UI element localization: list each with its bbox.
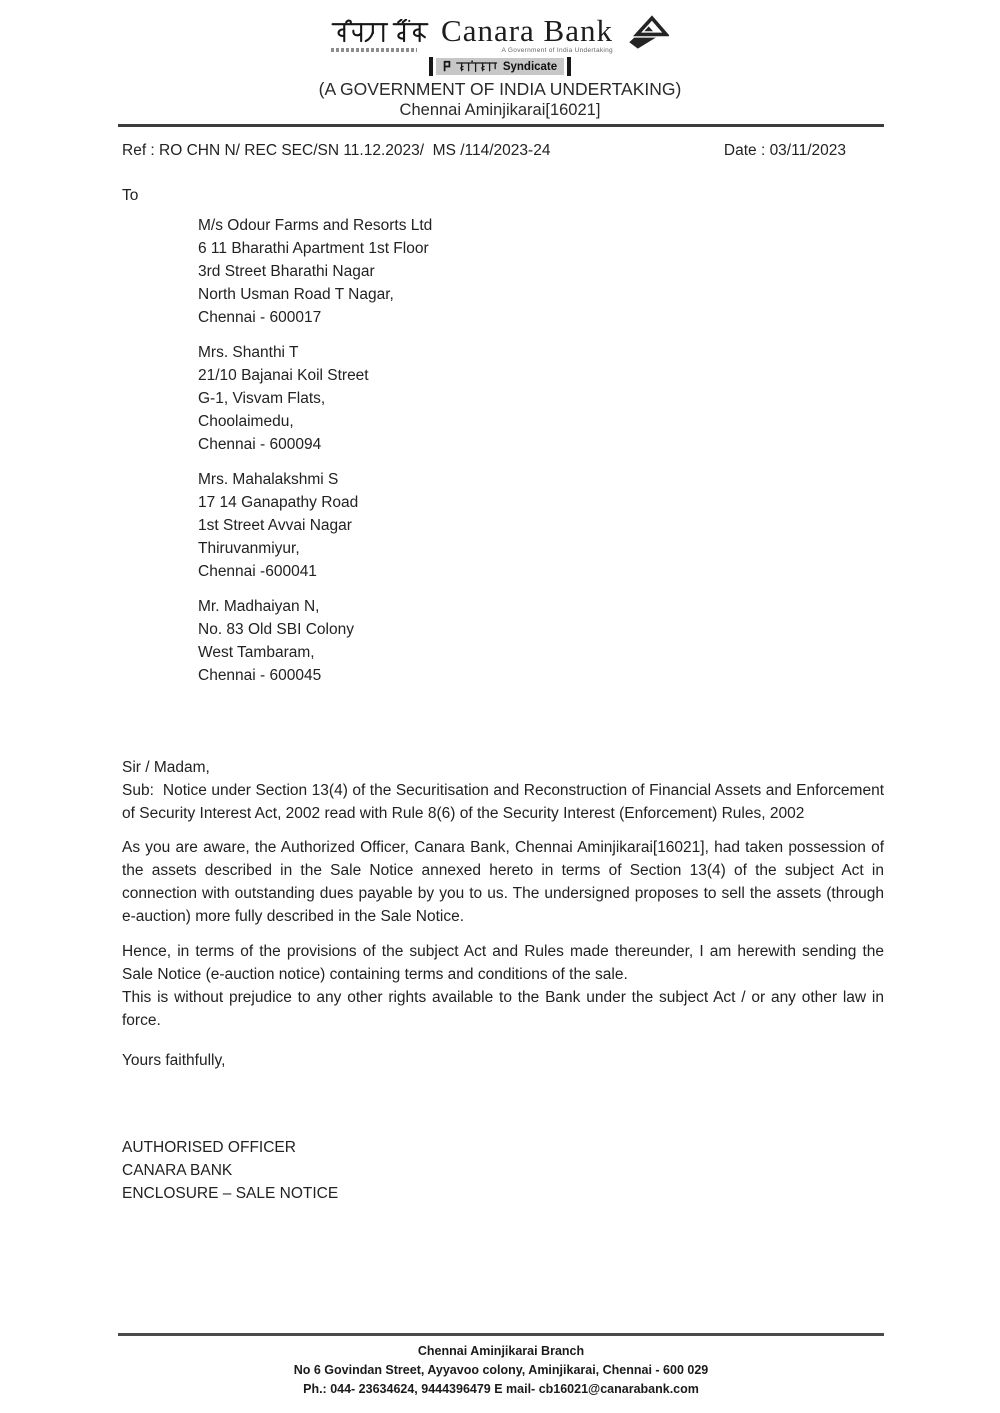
footer-branch-address: No 6 Govindan Street, Ayyavoo colony, Aminjikarai, Chennai - 600 029 — [293, 1363, 709, 1377]
bank-name: Canara Bank — [441, 13, 613, 48]
bank-tagline: A Government of India Undertaking — [501, 47, 613, 54]
address-line: Mrs. Mahalakshmi S — [198, 471, 339, 488]
syndicate-label-box — [436, 58, 564, 75]
signature-line: AUTHORISED OFFICER — [122, 1139, 296, 1156]
address-line: M/s Odour Farms and Resorts Ltd — [198, 217, 433, 234]
to-label: To — [122, 187, 139, 204]
recipient-address-4 — [122, 595, 884, 687]
recipient-address-1 — [122, 214, 884, 329]
syndicate-glyph-icon — [443, 60, 451, 73]
syndicate-right-bar-icon — [567, 57, 571, 76]
address-line: 3rd Street Bharathi Nagar — [198, 263, 375, 280]
hindi-name-icon — [331, 19, 429, 45]
branch-footer — [118, 1333, 884, 1399]
hindi-tagline-microtext — [331, 48, 417, 52]
signature-line: ENCLOSURE – SALE NOTICE — [122, 1185, 339, 1202]
address-line: Chennai -600041 — [198, 563, 317, 580]
subject-line: Sub: Notice under Section 13(4) of the Securitisation and Reconstruction of Financial Assets and Enforcement of Security Interest Act, 2002 read with Rule 8(6) of the Security Interest (Enforcement) Rules, 2002 — [122, 782, 889, 822]
address-line: Chennai - 600045 — [198, 667, 322, 684]
body-paragraph-1: As you are aware, the Authorized Officer, Canara Bank, Chennai Aminjikarai[16021], had taken possession of the assets described in the Sale Notice annexed hereto in terms of Section 13(4) of the subject Act in connection with outstanding dues payable by you to us. The undersigned proposes to sell the assets (through e-auction) more fully described in the Sale Notice. — [122, 839, 884, 925]
address-line: Mr. Madhaiyan N, — [198, 598, 320, 615]
address-line: Chennai - 600017 — [198, 309, 322, 326]
footer-branch-contact: Ph.: 044- 23634624, 9444396479 E mail- cb16021@canarabank.com — [303, 1382, 699, 1396]
syndicate-badge — [0, 57, 1000, 76]
government-undertaking-line: (A GOVERNMENT OF INDIA UNDERTAKING) — [318, 79, 682, 99]
recipient-address-3 — [122, 468, 884, 583]
footer-rule — [118, 1333, 884, 1336]
recipient-address-2 — [122, 341, 884, 456]
header-rule — [118, 124, 884, 127]
bank-logo-row — [0, 14, 1000, 56]
reference-row — [122, 139, 884, 162]
address-line: Thiruvanmiyur, — [198, 540, 300, 557]
closing-line: Yours faithfully, — [122, 1052, 226, 1069]
address-line: Chennai - 600094 — [198, 436, 322, 453]
syndicate-hindi-icon — [456, 60, 498, 73]
address-line: 21/10 Bajanai Koil Street — [198, 367, 369, 384]
signature-block — [122, 1136, 884, 1205]
reference-number: Ref : RO CHN N/ REC SEC/SN 11.12.2023/ MS /114/2023-24 — [122, 142, 551, 159]
address-line: Mrs. Shanthi T — [198, 344, 299, 361]
address-line: North Usman Road T Nagar, — [198, 286, 394, 303]
footer-branch-name: Chennai Aminjikarai Branch — [417, 1344, 585, 1358]
canara-bank-emblem-icon — [625, 15, 669, 51]
letter-body — [0, 139, 1000, 1205]
branch-name-line: Chennai Aminjikarai[16021] — [399, 101, 601, 119]
body-paragraph-3: This is without prejudice to any other rights available to the Bank under the subject Act / or any other law in force. — [122, 989, 884, 1029]
address-line: No. 83 Old SBI Colony — [198, 621, 354, 638]
syndicate-label: Syndicate — [502, 60, 558, 73]
letter-date: Date : 03/11/2023 — [723, 142, 846, 159]
address-line: G-1, Visvam Flats, — [198, 390, 326, 407]
address-line: 17 14 Ganapathy Road — [198, 494, 359, 511]
address-line: West Tambaram, — [198, 644, 315, 661]
address-line: 1st Street Avvai Nagar — [198, 517, 352, 534]
letterhead — [0, 0, 1000, 127]
salutation: Sir / Madam, — [122, 759, 210, 776]
syndicate-left-bar-icon — [429, 57, 433, 76]
canara-bank-hindi-logo — [331, 14, 429, 52]
canara-bank-english-logo — [441, 14, 613, 54]
address-line: Choolaimedu, — [198, 413, 294, 430]
body-paragraph-2: Hence, in terms of the provisions of the subject Act and Rules made thereunder, I am herewith sending the Sale Notice (e-auction notice) containing terms and conditions of the sale. — [122, 943, 884, 983]
signature-line: CANARA BANK — [122, 1162, 233, 1179]
address-line: 6 11 Bharathi Apartment 1st Floor — [198, 240, 429, 257]
